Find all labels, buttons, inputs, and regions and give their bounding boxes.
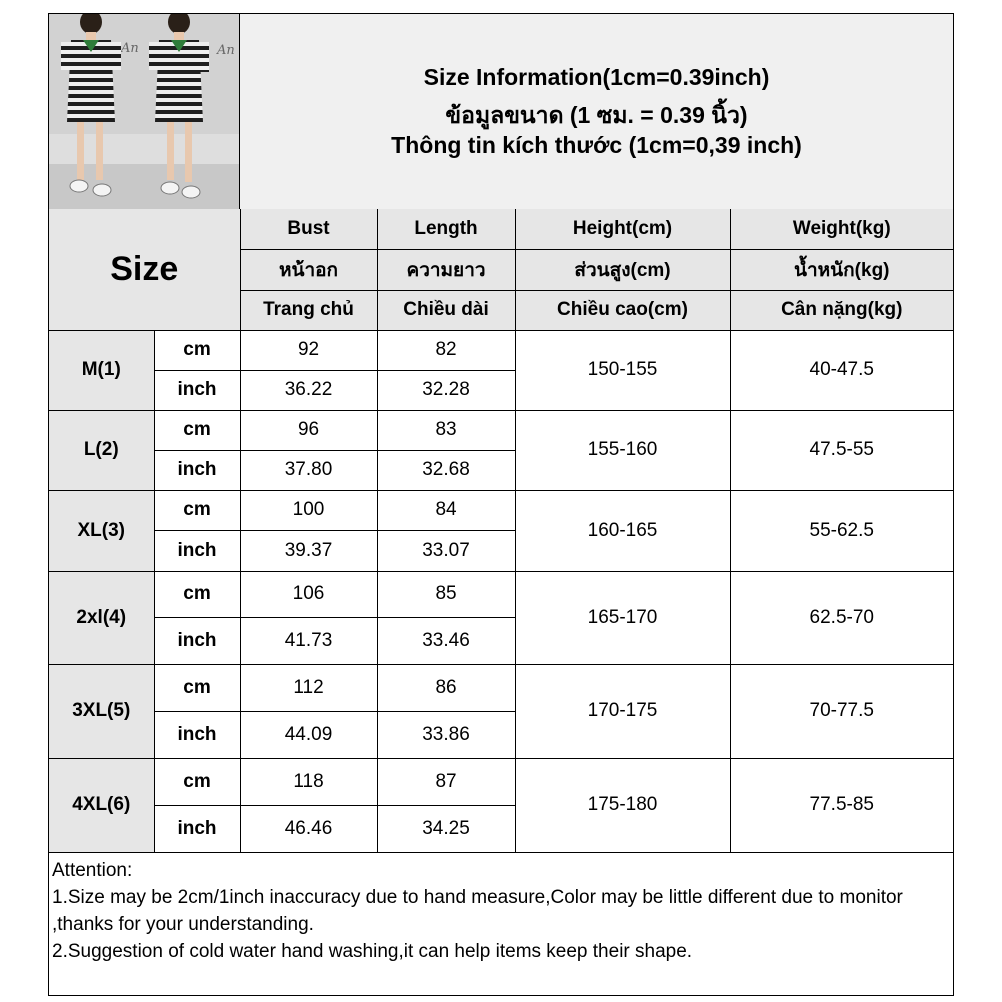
unit-cm-cell: cm <box>154 571 240 617</box>
size-name-cell: XL(3) <box>49 490 154 571</box>
bust-inch-cell: 37.80 <box>240 450 377 490</box>
bust-cm-cell: 112 <box>240 664 377 711</box>
length-inch-cell: 32.68 <box>377 450 515 490</box>
size-column-header <box>49 209 240 330</box>
bust-inch-cell: 41.73 <box>240 617 377 664</box>
table-row <box>49 410 953 450</box>
weight-range-cell: 47.5-55 <box>730 410 953 490</box>
bust-inch-cell: 44.09 <box>240 711 377 758</box>
bust-cm-cell: 100 <box>240 490 377 530</box>
height-header-vietnamese: Chiều cao(cm) <box>515 290 730 330</box>
size-name-cell: 3XL(5) <box>49 664 154 758</box>
height-header: Height(cm) <box>515 209 730 249</box>
weight-header-thai: น้ำหนัก(kg) <box>730 249 953 290</box>
dress-models-illustration <box>49 14 239 209</box>
length-inch-cell: 33.46 <box>377 617 515 664</box>
table-row <box>49 490 953 530</box>
table-row <box>49 571 953 617</box>
bust-header: Bust <box>240 209 377 249</box>
bust-header-thai: หน้าอก <box>240 249 377 290</box>
length-inch-cell: 33.86 <box>377 711 515 758</box>
size-name-cell: M(1) <box>49 330 154 410</box>
length-cm-cell: 87 <box>377 758 515 805</box>
unit-cm-cell: cm <box>154 410 240 450</box>
height-header-thai: ส่วนสูง(cm) <box>515 249 730 290</box>
length-inch-cell: 32.28 <box>377 370 515 410</box>
weight-header: Weight(kg) <box>730 209 953 249</box>
bust-cm-cell: 96 <box>240 410 377 450</box>
weight-range-cell: 77.5-85 <box>730 758 953 852</box>
unit-cm-cell: cm <box>154 490 240 530</box>
title-box <box>240 14 953 209</box>
attention-note-2: 2.Suggestion of cold water hand washing,it can help items keep their shape. <box>52 941 693 962</box>
sign-text-right: An <box>217 43 235 58</box>
table-row <box>49 758 953 805</box>
table-row <box>49 664 953 711</box>
size-label: Size <box>110 249 179 288</box>
weight-range-cell: 62.5-70 <box>730 571 953 664</box>
bust-cm-cell: 118 <box>240 758 377 805</box>
size-name-cell: 4XL(6) <box>49 758 154 852</box>
length-cm-cell: 84 <box>377 490 515 530</box>
length-inch-cell: 34.25 <box>377 805 515 852</box>
bust-inch-cell: 36.22 <box>240 370 377 410</box>
unit-inch-cell: inch <box>154 805 240 852</box>
height-range-cell: 160-165 <box>515 490 730 571</box>
weight-range-cell: 40-47.5 <box>730 330 953 410</box>
length-cm-cell: 83 <box>377 410 515 450</box>
unit-inch-cell: inch <box>154 711 240 758</box>
length-cm-cell: 82 <box>377 330 515 370</box>
title-english: Size Information(1cm=0.39inch) <box>423 64 770 90</box>
header-row-english <box>49 209 953 249</box>
size-chart <box>48 13 954 996</box>
unit-inch-cell: inch <box>154 370 240 410</box>
table-row <box>49 330 953 370</box>
bust-inch-cell: 46.46 <box>240 805 377 852</box>
title-vietnamese: Thông tin kích thước (1cm=0,39 inch) <box>391 132 802 158</box>
attention-note-1: 1.Size may be 2cm/1inch inaccuracy due to hand measure,Color may be little different due to monitor ,thanks for your understanding. <box>52 887 903 935</box>
size-table <box>49 209 953 853</box>
length-header-vietnamese: Chiều dài <box>377 290 515 330</box>
weight-range-cell: 70-77.5 <box>730 664 953 758</box>
unit-cm-cell: cm <box>154 758 240 805</box>
height-range-cell: 150-155 <box>515 330 730 410</box>
length-cm-cell: 86 <box>377 664 515 711</box>
height-range-cell: 175-180 <box>515 758 730 852</box>
bust-cm-cell: 92 <box>240 330 377 370</box>
attention-notes <box>52 857 948 965</box>
attention-heading: Attention: <box>52 860 133 881</box>
unit-inch-cell: inch <box>154 617 240 664</box>
bust-header-vietnamese: Trang chủ <box>240 290 377 330</box>
height-range-cell: 165-170 <box>515 571 730 664</box>
unit-cm-cell: cm <box>154 330 240 370</box>
length-cm-cell: 85 <box>377 571 515 617</box>
height-range-cell: 170-175 <box>515 664 730 758</box>
length-header-thai: ความยาว <box>377 249 515 290</box>
sign-text-left: An <box>121 41 139 56</box>
size-name-cell: L(2) <box>49 410 154 490</box>
unit-cm-cell: cm <box>154 664 240 711</box>
bust-inch-cell: 39.37 <box>240 530 377 571</box>
length-header: Length <box>377 209 515 249</box>
height-range-cell: 155-160 <box>515 410 730 490</box>
weight-header-vietnamese: Cân nặng(kg) <box>730 290 953 330</box>
weight-range-cell: 55-62.5 <box>730 490 953 571</box>
header <box>49 14 953 210</box>
unit-inch-cell: inch <box>154 530 240 571</box>
unit-inch-cell: inch <box>154 450 240 490</box>
size-name-cell: 2xl(4) <box>49 571 154 664</box>
product-photo <box>49 14 240 209</box>
bust-cm-cell: 106 <box>240 571 377 617</box>
title-thai: ข้อมูลขนาด (1 ซม. = 0.39 นิ้ว) <box>445 102 748 128</box>
length-inch-cell: 33.07 <box>377 530 515 571</box>
